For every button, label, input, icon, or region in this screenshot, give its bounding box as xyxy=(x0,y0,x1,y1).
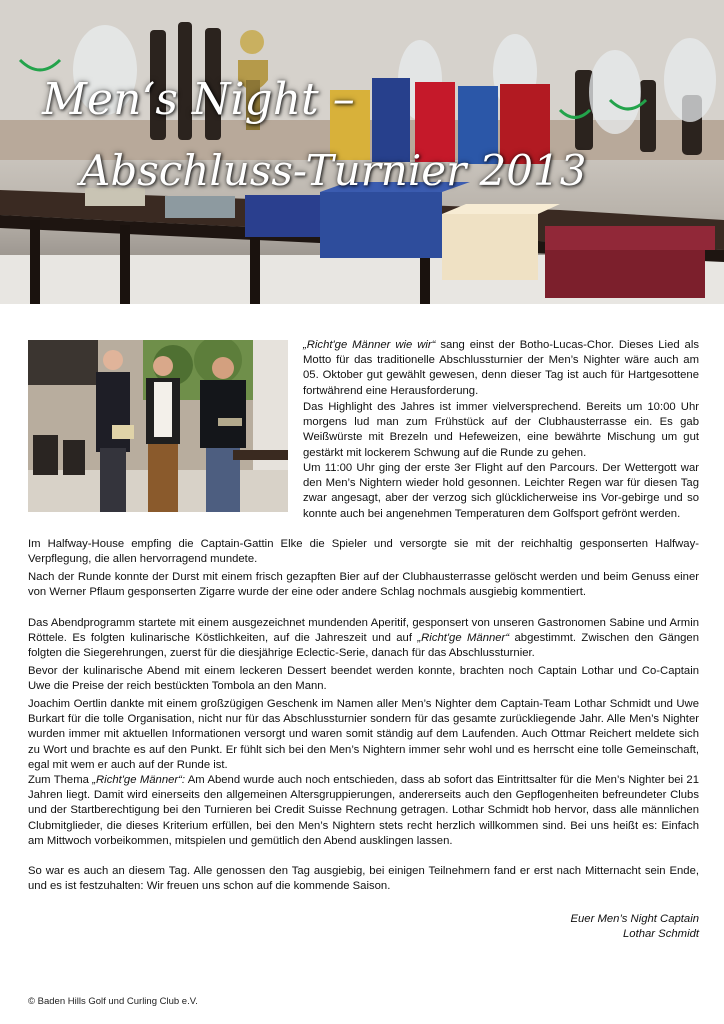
paragraph-9-quote: „Richt'ge Männer“: xyxy=(92,774,186,786)
signature-line-2: Lothar Schmidt xyxy=(623,928,699,941)
paragraph-9-text-a: Zum Thema xyxy=(28,774,93,786)
paragraph-3: Um 11:00 Uhr ging der erste 3er Flight auf den Parcours. Der Wettergott war den Men’s Nightern wieder hold gesonnen. Leichter Regen war für diesen Tag zwar angesagt, aber der verzog sich glücklicherweise ins Vor-gebirge und so konnte auch bei angenehmen Temperaturen dem Golfsport gefrönt werden. xyxy=(303,462,699,520)
paragraph-7: Bevor der kulinarische Abend mit einem leckeren Dessert beendet werden konnte, brachten noch Captain Lothar und Co-Captain Uwe die Preise der reich bestückten Tombola an den Mann. xyxy=(28,665,699,693)
title-line-2: Abschluss-Turnier 2013 xyxy=(80,146,587,195)
paragraph-6-text-b: abgestimmt. Zwischen den Gängen folgten die Siegerehrungen, zuerst für die diesjährige Eclectic-Serie, danach für das Abschlussturnier. xyxy=(28,632,699,660)
paragraph-4: Im Halfway-House empfing die Captain-Gattin Elke die Spieler und versorgte sie mit der reichhaltig gesponserten Halfway-Verpflegung, die allen hervorragend mundete. xyxy=(28,538,699,566)
title-line-1: Men‘s Night – xyxy=(42,74,355,125)
paragraph-8: Joachim Oertlin dankte mit einem großzügigen Geschenk im Namen aller Men’s Nighter dem Captain-Team Lothar Schmidt und Uwe Burkart für die tolle Organisation, nicht nur für das Abschlussturnier sondern für das gesamte zurückliegende Jahr. Alle Men’s Nighter wurden immer mit aktuellen Informationen versorgt und waren somit ständig auf dem Laufenden. Auch Ottmar Reichert meldete sich zu Wort und brachte es auf den Punkt. Er fühlt sich bei den Men’s Nightern immer sehr wohl und es herrscht eine tolle Gemeinschaft, egal mit wem er auch auf der Runde ist. xyxy=(28,698,699,771)
paragraph-6-quote: „Richt'ge Männer“ xyxy=(417,632,510,645)
paragraph-5: Nach der Runde konnte der Durst mit einem frisch gezapften Bier auf der Clubhausterrasse gelöscht werden und beim Genuss einer von Werner Pflaum gesponserten Zigarre wurde der eine oder andere Schlag nochmals ausgiebig kommentiert. xyxy=(28,571,699,599)
paragraph-1-text: sang einst der Botho-Lucas-Chor. Dieses Lied als Motto für das traditionelle Abschlussturnier der Men’s Nighter wäre auch am 05. Oktober gut gewählt gewesen, denn dieser Tag ist auch für Hartgesottene fortwährend eine Herausforderung. xyxy=(303,339,699,397)
paragraph-10: So war es auch an diesem Tag. Alle genossen den Tag ausgiebig, bei einigen Teilnehmern fand er erst nach Mitternacht sein Ende, und es ist festzuhalten: Wir freuen uns schon auf die kommende Saison. xyxy=(28,865,699,893)
footer-copyright: © Baden Hills Golf und Curling Club e.V. xyxy=(28,996,198,1007)
signature-line-1: Euer Men’s Night Captain xyxy=(570,913,699,925)
paragraph-2: Das Highlight des Jahres ist immer vielversprechend. Bereits um 10:00 Uhr morgens lud man zum Frühstück auf der Clubhausterrasse ein. Es gab Weißwürste mit Brezeln und Hefeweizen, eine bewährte Mischung um gut gestärkt mit lockerem Schwung auf die Runde zu gehen. xyxy=(303,401,699,459)
paragraph-6 xyxy=(28,616,699,662)
paragraph-9 xyxy=(28,773,699,849)
paragraph-1 xyxy=(303,338,699,399)
song-quote: „Richt'ge Männer wie wir“ xyxy=(303,339,436,351)
header-banner xyxy=(0,0,724,304)
award-photo-image xyxy=(28,340,288,512)
award-photo xyxy=(28,340,288,512)
paragraph-9-text-b: Am Abend wurde auch noch entschieden, dass ab sofort das Eintrittsalter für die Men’s Nighter bei 21 Jahren liegt. Damit wird einerseits den allgemeinen Altersgruppierungen, andererseits auch den Gepflogenheiten befreundeter Clubs und der Startberechtigung bei den Turnieren bei Credit Suisse Rechnung getragen. Lothar Schmidt hob hervor, dass alle männlichen Clubmitglieder, die dieses Kriterium erfüllen, bei den Men’s Nightern stets recht herzlich willkommen sind. Bei uns heißt es: Einfach am Mittwoch vorbeikommen, mitspielen und gemütlich den Abend ausklingen lassen. xyxy=(28,774,699,847)
signature xyxy=(570,912,699,942)
paragraph-6-text-a: Das Abendprogramm startete mit einem ausgezeichnet mundenden Aperitif, gesponsert von unseren Gastronomen Sabine und Armin Röttele. Es folgten kulinarische Köstlichkeiten, auf die Jahreszeit und auf xyxy=(28,617,699,645)
